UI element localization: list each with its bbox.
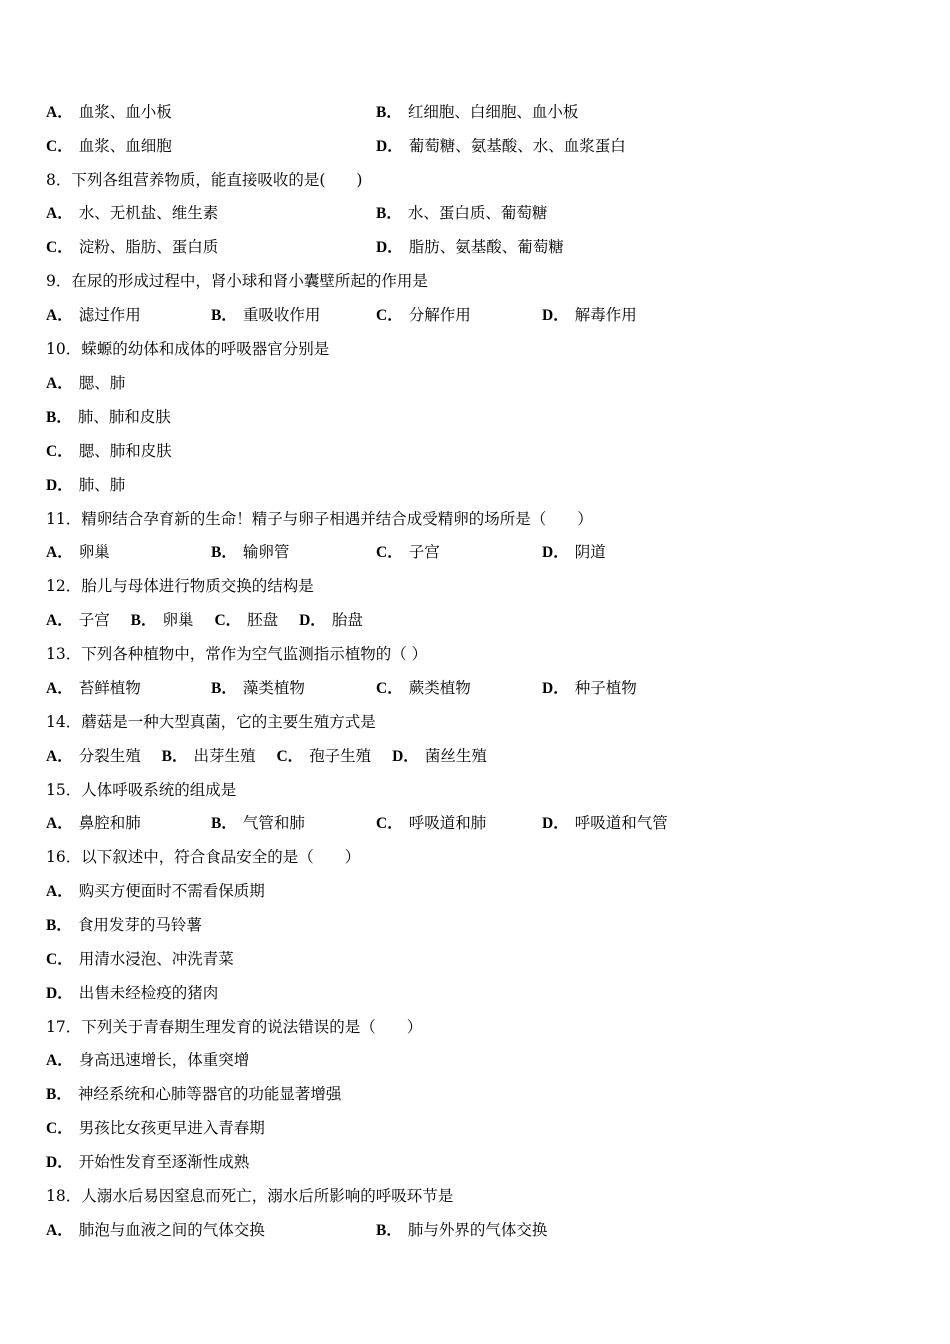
option-a: A． 苔鲜植物 — [46, 679, 141, 697]
option-d: D． 葡萄糖、氨基酸、水、血浆蛋白 — [376, 137, 626, 155]
question-17-stem: 17．下列关于青春期生理发育的说法错误的是（ ） — [46, 1018, 423, 1036]
option-b: B． 水、蛋白质、葡萄糖 — [376, 204, 548, 222]
question-16-stem: 16．以下叙述中，符合食品安全的是（ ） — [46, 848, 361, 866]
option-row — [46, 744, 503, 768]
option-b: B． 食用发芽的马铃薯 — [46, 916, 202, 934]
option-c: C． 孢子生殖 — [276, 747, 372, 765]
option-c: C． 血浆、血细胞 — [46, 137, 172, 155]
question-12-stem: 12．胎儿与母体进行物质交换的结构是 — [46, 577, 314, 595]
option-d: D． 阴道 — [542, 543, 606, 561]
option-a: A． 分裂生殖 — [46, 747, 141, 765]
option-a: A． 卵巢 — [46, 543, 110, 561]
option-a: A． 腮、肺 — [46, 374, 126, 392]
option-c: C． 胚盘 — [214, 611, 279, 629]
option-d: D． 种子植物 — [542, 679, 637, 697]
option-a: A． 子宫 — [46, 611, 110, 629]
option-d: D． 脂肪、氨基酸、葡萄糖 — [376, 238, 564, 256]
option-b: B． 气管和肺 — [211, 814, 305, 832]
question-9-stem: 9．在尿的形成过程中，肾小球和肾小囊壁所起的作用是 — [46, 272, 428, 290]
question-13-stem: 13．下列各种植物中，常作为空气监测指示植物的（ ） — [46, 645, 428, 663]
option-d: D． 开始性发育至逐渐性成熟 — [46, 1153, 250, 1171]
option-c: C． 腮、肺和皮肤 — [46, 442, 172, 460]
option-b: B． 肺与外界的气体交换 — [376, 1221, 548, 1239]
option-c: C． 蕨类植物 — [376, 679, 471, 697]
question-18-stem: 18．人溺水后易因窒息而死亡，溺水后所影响的呼吸环节是 — [46, 1187, 454, 1205]
option-c: C． 男孩比女孩更早进入青春期 — [46, 1119, 265, 1137]
option-d: D． 呼吸道和气管 — [542, 814, 668, 832]
option-b: B． 输卵管 — [211, 543, 290, 561]
option-a: A． 购买方便面时不需看保质期 — [46, 882, 265, 900]
option-b: B． 红细胞、白细胞、血小板 — [376, 103, 579, 121]
option-a: A． 鼻腔和肺 — [46, 814, 141, 832]
option-c: C． 淀粉、脂肪、蛋白质 — [46, 238, 219, 256]
option-row — [46, 608, 379, 632]
option-a: A． 血浆、血小板 — [46, 103, 172, 121]
option-c: C． 分解作用 — [376, 306, 471, 324]
option-d: D． 肺、肺 — [46, 476, 126, 494]
option-b: B． 神经系统和心肺等器官的功能显著增强 — [46, 1085, 342, 1103]
option-d: D． 出售未经检疫的猪肉 — [46, 984, 219, 1002]
question-15-stem: 15．人体呼吸系统的组成是 — [46, 781, 237, 799]
option-d: D． 菌丝生殖 — [392, 747, 487, 765]
option-d: D． 解毒作用 — [542, 306, 637, 324]
option-d: D． 胎盘 — [299, 611, 363, 629]
option-a: A． 身高迅速增长，体重突增 — [46, 1051, 250, 1069]
option-c: C． 子宫 — [376, 543, 440, 561]
option-b: B． 卵巢 — [130, 611, 194, 629]
option-b: B． 藻类植物 — [211, 679, 305, 697]
option-c: C． 用清水浸泡、冲洗青菜 — [46, 950, 234, 968]
question-14-stem: 14．蘑菇是一种大型真菌，它的主要生殖方式是 — [46, 713, 376, 731]
option-a: A． 滤过作用 — [46, 306, 141, 324]
question-8-stem: 8．下列各组营养物质，能直接吸收的是( ) — [46, 171, 363, 189]
option-a: A． 肺泡与血液之间的气体交换 — [46, 1221, 265, 1239]
option-c: C． 呼吸道和肺 — [376, 814, 487, 832]
option-b: B． 出芽生殖 — [161, 747, 256, 765]
question-10-stem: 10．蝾螈的幼体和成体的呼吸器官分别是 — [46, 340, 330, 358]
option-b: B． 重吸收作用 — [211, 306, 321, 324]
question-11-stem: 11．精卵结合孕育新的生命！精子与卵子相遇并结合成受精卵的场所是（ ） — [46, 510, 593, 528]
option-a: A． 水、无机盐、维生素 — [46, 204, 219, 222]
option-b: B． 肺、肺和皮肤 — [46, 408, 171, 426]
